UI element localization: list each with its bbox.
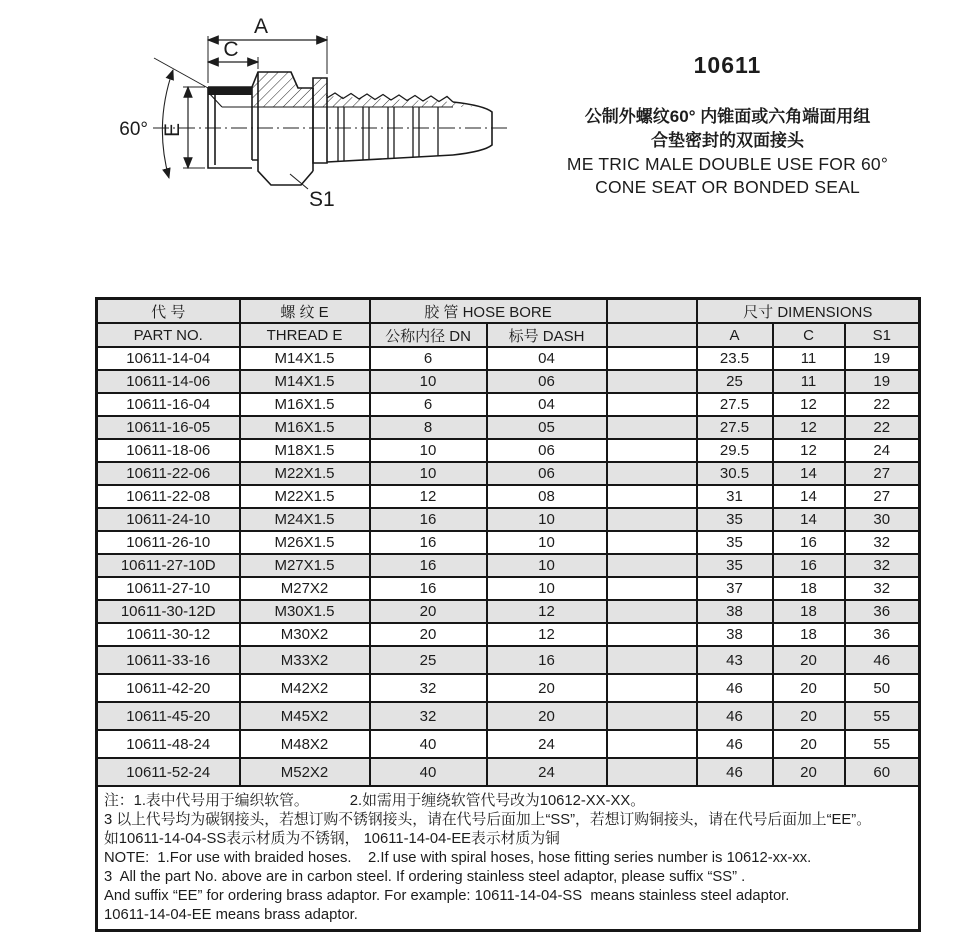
table-cell: 30 [845, 508, 920, 531]
table-cell: 06 [487, 439, 607, 462]
table-row [97, 554, 920, 577]
table-cell: 20 [773, 730, 845, 758]
table-cell [607, 508, 697, 531]
table-cell: 38 [697, 600, 773, 623]
section-hatch [252, 72, 473, 107]
table-cell: M24X1.5 [240, 508, 370, 531]
table-cell: 37 [697, 577, 773, 600]
header-part-no-cn: 代 号 [97, 299, 240, 324]
table-cell: M16X1.5 [240, 416, 370, 439]
table-cell: 32 [370, 702, 487, 730]
table-cell: 16 [773, 531, 845, 554]
table-cell: 6 [370, 347, 487, 370]
table-cell: 05 [487, 416, 607, 439]
table-cell: 35 [697, 508, 773, 531]
table-cell [607, 347, 697, 370]
header-dn: 公称内径 DN [370, 323, 487, 347]
table-cell [607, 674, 697, 702]
table-row [97, 508, 920, 531]
table-cell: 10611-52-24 [97, 758, 240, 786]
series-number: 10611 [693, 52, 762, 78]
table-cell: 10611-30-12 [97, 623, 240, 646]
table-row [97, 600, 920, 623]
table-cell: 10611-22-06 [97, 462, 240, 485]
table-cell [607, 439, 697, 462]
table-cell: M22X1.5 [240, 485, 370, 508]
note-line: 注：1.表中代号用于编织软管。 2.如需用于缠绕软管代号改为10612-XX-XX。 [104, 793, 645, 809]
table-cell: M33X2 [240, 646, 370, 674]
table-cell: 46 [697, 674, 773, 702]
header-col-s1: S1 [845, 323, 920, 347]
header-empty-top [607, 299, 697, 324]
barb-bottom-edge [327, 155, 453, 162]
table-cell: 46 [845, 646, 920, 674]
table-cell: 27 [845, 485, 920, 508]
header-thread-en: THREAD E [240, 323, 370, 347]
table-cell: 12 [773, 439, 845, 462]
table-cell [607, 730, 697, 758]
table-cell: 10611-14-06 [97, 370, 240, 393]
table-row [97, 531, 920, 554]
table-row [97, 462, 920, 485]
table-cell: 32 [845, 554, 920, 577]
table-cell: 16 [370, 508, 487, 531]
table-cell: 12 [773, 416, 845, 439]
header-col-a: A [697, 323, 773, 347]
table-cell [607, 702, 697, 730]
note-line: 如10611-14-04-SS表示材质为不锈钢， 10611-14-04-EE表示材质为铜 [104, 831, 560, 847]
note-line: 3 以上代号均为碳钢接头，若想订购不锈钢接头，请在代号后面加上“SS”，若想订购铜接头，请在代号后面加上“EE”。 [104, 812, 871, 828]
table-cell: 10611-42-20 [97, 674, 240, 702]
table-cell: M18X1.5 [240, 439, 370, 462]
table-cell: 36 [845, 600, 920, 623]
notes-block [97, 786, 920, 931]
table-header [97, 299, 920, 348]
table-cell: 43 [697, 646, 773, 674]
title-block [515, 52, 940, 199]
table-cell: 31 [697, 485, 773, 508]
table-cell: 10 [370, 370, 487, 393]
table-cell: 32 [370, 674, 487, 702]
table-cell: 14 [773, 462, 845, 485]
table-cell: 06 [487, 370, 607, 393]
angle-label: 60° [119, 119, 148, 140]
table-cell: 8 [370, 416, 487, 439]
table-cell: 20 [773, 702, 845, 730]
dim-a-label: A [253, 15, 269, 38]
table-cell: 40 [370, 758, 487, 786]
subtitle-english-line1: ME TRIC MALE DOUBLE USE FOR 60° [566, 154, 889, 174]
header-empty-bottom [607, 323, 697, 347]
dim-c-label: C [223, 38, 239, 61]
note-line: 10611-14-04-EE means brass adaptor. [104, 907, 358, 923]
table-cell: 50 [845, 674, 920, 702]
table-cell: M27X1.5 [240, 554, 370, 577]
table-cell: 18 [773, 600, 845, 623]
table-cell: 23.5 [697, 347, 773, 370]
table-cell: 35 [697, 554, 773, 577]
table-cell: 27.5 [697, 393, 773, 416]
subtitle-chinese-line2: 合垫密封的双面接头 [651, 131, 804, 150]
header-part-no-en: PART NO. [97, 323, 240, 347]
table-row [97, 577, 920, 600]
table-row [97, 439, 920, 462]
table-row [97, 730, 920, 758]
table-cell: 10 [487, 531, 607, 554]
table-cell: 55 [845, 730, 920, 758]
table-cell: M26X1.5 [240, 531, 370, 554]
dim-s1-label: S1 [309, 188, 335, 211]
table-cell [607, 416, 697, 439]
table-cell: 46 [697, 730, 773, 758]
table-cell: 16 [370, 577, 487, 600]
table-cell: 30.5 [697, 462, 773, 485]
table-cell: 24 [845, 439, 920, 462]
table-cell: 60 [845, 758, 920, 786]
table-cell: 27.5 [697, 416, 773, 439]
table-cell: 20 [773, 674, 845, 702]
table-row [97, 646, 920, 674]
table-cell: 22 [845, 416, 920, 439]
table-row [97, 485, 920, 508]
table-cell: 20 [370, 600, 487, 623]
table-row [97, 674, 920, 702]
angle-extension-line [154, 58, 208, 88]
fitting-technical-drawing [55, 8, 525, 243]
table-cell: M16X1.5 [240, 393, 370, 416]
table-cell [607, 531, 697, 554]
table-row [97, 758, 920, 786]
table-cell: 10611-24-10 [97, 508, 240, 531]
note-line: And suffix “EE” for ordering brass adaptor. For example: 10611-14-04-SS means stainless steel adaptor. [104, 888, 790, 904]
table-cell: 12 [773, 393, 845, 416]
table-row [97, 623, 920, 646]
table-cell: 11 [773, 347, 845, 370]
table-cell: 32 [845, 577, 920, 600]
table-cell: 11 [773, 370, 845, 393]
table-cell: 12 [370, 485, 487, 508]
table-cell: M48X2 [240, 730, 370, 758]
table-cell: 12 [487, 623, 607, 646]
table-cell: 10611-33-16 [97, 646, 240, 674]
table-cell: 10 [370, 439, 487, 462]
table-cell: 25 [697, 370, 773, 393]
table-cell: 19 [845, 370, 920, 393]
table-cell: 20 [487, 702, 607, 730]
table-cell: 18 [773, 623, 845, 646]
table-cell [607, 600, 697, 623]
table-cell: 14 [773, 508, 845, 531]
table-cell: 20 [487, 674, 607, 702]
table-row [97, 702, 920, 730]
table-cell: 10611-26-10 [97, 531, 240, 554]
table-cell: 18 [773, 577, 845, 600]
header-dash: 标号 DASH [487, 323, 607, 347]
table-cell: 10611-27-10 [97, 577, 240, 600]
table-body [97, 347, 920, 786]
table-cell [607, 370, 697, 393]
table-cell: 10 [487, 577, 607, 600]
table-cell: M45X2 [240, 702, 370, 730]
table-row [97, 347, 920, 370]
s1-leader-line [290, 174, 308, 189]
table-cell: M42X2 [240, 674, 370, 702]
table-cell: 06 [487, 462, 607, 485]
table-cell: 16 [773, 554, 845, 577]
table-cell: 10611-18-06 [97, 439, 240, 462]
table-cell: 20 [773, 758, 845, 786]
table-cell: 32 [845, 531, 920, 554]
table-cell: 14 [773, 485, 845, 508]
header-col-c: C [773, 323, 845, 347]
table-cell: 10611-16-04 [97, 393, 240, 416]
table-cell: 25 [370, 646, 487, 674]
table-cell: 10 [487, 554, 607, 577]
table-cell: 40 [370, 730, 487, 758]
table-cell: 24 [487, 758, 607, 786]
note-line: NOTE: 1.For use with braided hoses. 2.If use with spiral hoses, hose fitting series number is 10612-xx-xx. [104, 850, 812, 866]
table-cell: 6 [370, 393, 487, 416]
header-thread-cn: 螺 纹 E [240, 299, 370, 324]
table-cell: M30X2 [240, 623, 370, 646]
table-row [97, 416, 920, 439]
table-cell [607, 393, 697, 416]
table-cell: 46 [697, 702, 773, 730]
table-cell: 27 [845, 462, 920, 485]
table-cell: 04 [487, 393, 607, 416]
table-cell: 12 [487, 600, 607, 623]
table-cell: 10 [370, 462, 487, 485]
table-cell [607, 646, 697, 674]
table-cell [607, 623, 697, 646]
table-row [97, 393, 920, 416]
table-cell: 10611-22-08 [97, 485, 240, 508]
table-cell: 38 [697, 623, 773, 646]
header-hose-bore: 胶 管 HOSE BORE [370, 299, 607, 324]
table-cell: 16 [487, 646, 607, 674]
table-cell: 16 [370, 554, 487, 577]
table-cell: M22X1.5 [240, 462, 370, 485]
table-cell: 20 [773, 646, 845, 674]
table-cell: 10611-45-20 [97, 702, 240, 730]
table-cell: 29.5 [697, 439, 773, 462]
table-cell: M30X1.5 [240, 600, 370, 623]
table-cell: 10611-14-04 [97, 347, 240, 370]
header-dimensions: 尺寸 DIMENSIONS [697, 299, 920, 324]
table-cell [607, 577, 697, 600]
table-cell: 10611-16-05 [97, 416, 240, 439]
table-cell: 55 [845, 702, 920, 730]
spec-table [95, 297, 921, 932]
table-cell: 46 [697, 758, 773, 786]
table-cell: 22 [845, 393, 920, 416]
table-cell: M27X2 [240, 577, 370, 600]
table-cell [607, 758, 697, 786]
table-cell [607, 554, 697, 577]
table-cell: M14X1.5 [240, 347, 370, 370]
table-cell: 10611-27-10D [97, 554, 240, 577]
table-cell: 36 [845, 623, 920, 646]
table-cell [607, 485, 697, 508]
subtitle-chinese-line1: 公制外螺纹60° 内锥面或六角端面用组 [584, 107, 871, 126]
table-cell: 16 [370, 531, 487, 554]
dim-e-label: E [161, 122, 184, 138]
subtitle-english-line2: CONE SEAT OR BONDED SEAL [595, 177, 860, 197]
table-row [97, 370, 920, 393]
table-cell: M14X1.5 [240, 370, 370, 393]
table-cell: 04 [487, 347, 607, 370]
table-cell: 35 [697, 531, 773, 554]
table-cell: M52X2 [240, 758, 370, 786]
barb-grooves [338, 107, 438, 161]
table-cell: 10611-48-24 [97, 730, 240, 758]
table-cell: 10611-30-12D [97, 600, 240, 623]
table-cell: 10 [487, 508, 607, 531]
table-cell: 24 [487, 730, 607, 758]
table-cell: 20 [370, 623, 487, 646]
table-cell: 08 [487, 485, 607, 508]
table-cell: 19 [845, 347, 920, 370]
table-cell [607, 462, 697, 485]
note-line: 3 All the part No. above are in carbon steel. If ordering stainless steel adaptor, please suffix “SS” . [104, 869, 746, 885]
